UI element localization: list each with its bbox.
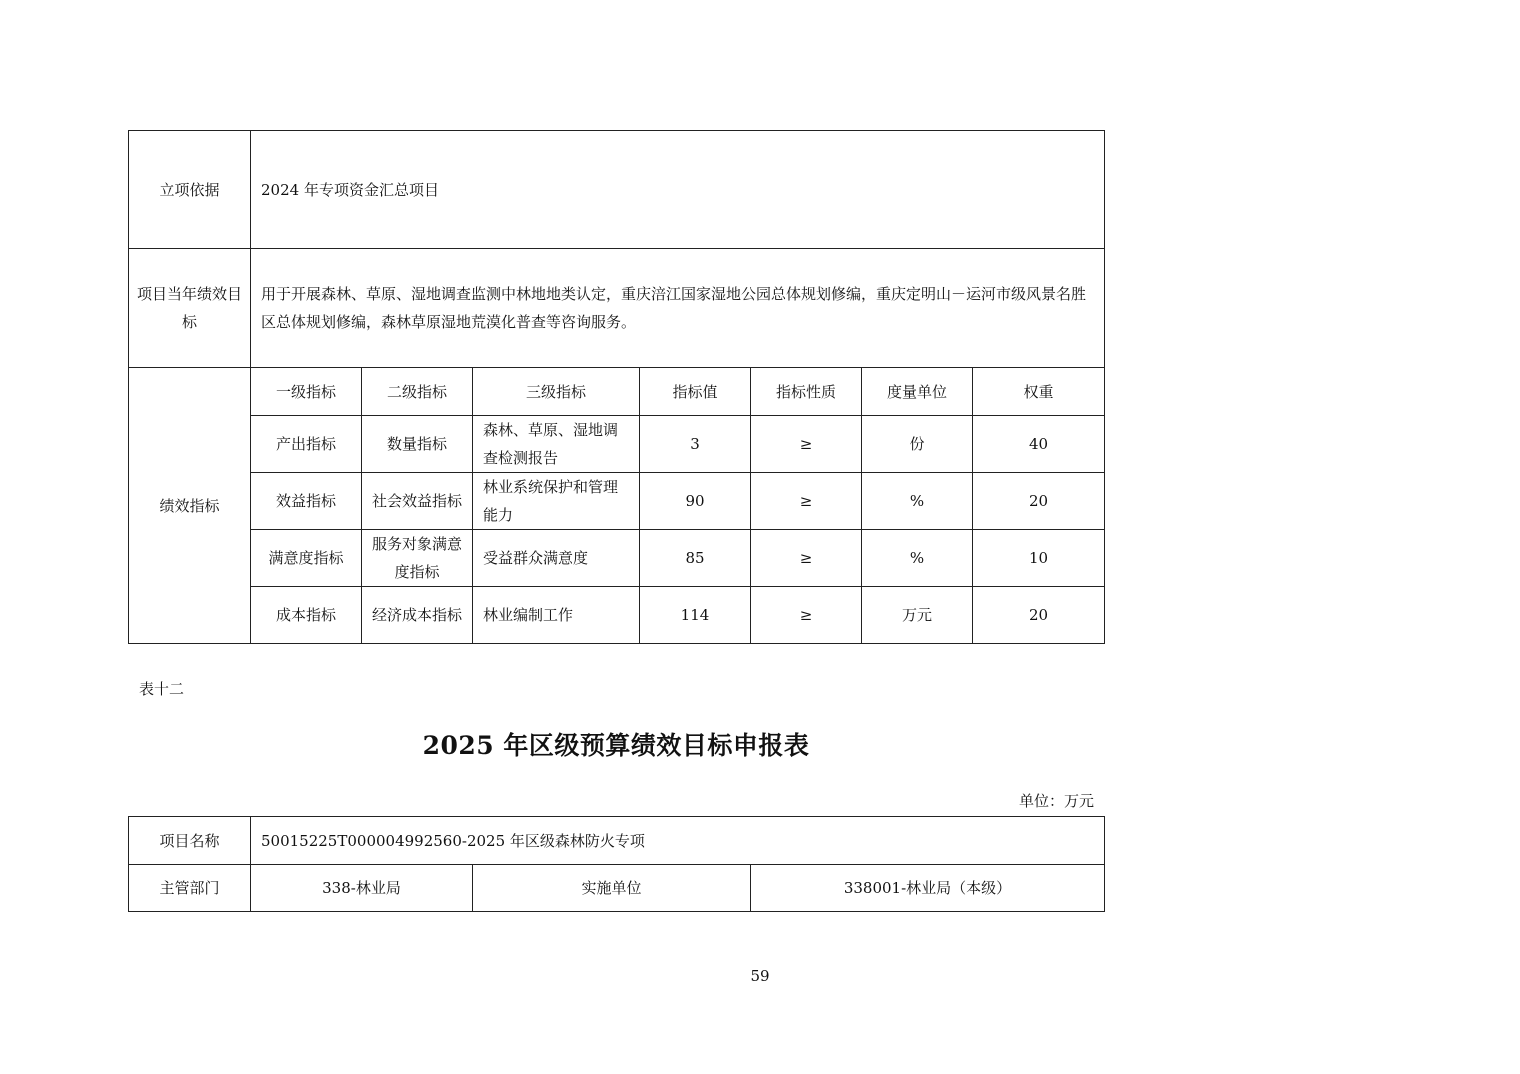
project-name-value: 50015225T000004992560-2025 年区级森林防火专项 (251, 817, 1105, 865)
unit-cell: % (862, 473, 973, 530)
table-row (129, 473, 1105, 530)
header-value: 指标值 (640, 368, 751, 416)
level3-cell: 林业编制工作 (473, 587, 640, 644)
level3-cell: 林业系统保护和管理能力 (473, 473, 640, 530)
goal-row (129, 249, 1105, 368)
impl-value: 338001-林业局（本级） (751, 865, 1105, 912)
weight-cell: 20 (973, 587, 1105, 644)
header-nature: 指标性质 (751, 368, 862, 416)
goal-label: 项目当年绩效目标 (129, 249, 251, 368)
header-level1: 一级指标 (251, 368, 362, 416)
level1-cell: 产出指标 (251, 416, 362, 473)
nature-cell: ≥ (751, 587, 862, 644)
level2-cell: 社会效益指标 (362, 473, 473, 530)
level2-cell: 经济成本指标 (362, 587, 473, 644)
header-level3: 三级指标 (473, 368, 640, 416)
indicator-label: 绩效指标 (129, 368, 251, 644)
level1-cell: 满意度指标 (251, 530, 362, 587)
page-number: 59 (750, 967, 770, 985)
goal-value: 用于开展森林、草原、湿地调查监测中林地地类认定，重庆涪江国家湿地公园总体规划修编，重庆定明山－运河市级风景名胜区总体规划修编，森林草原湿地荒漠化普查等咨询服务。 (251, 249, 1105, 368)
dept-label: 主管部门 (129, 865, 251, 912)
nature-cell: ≥ (751, 473, 862, 530)
value-cell: 114 (640, 587, 751, 644)
project-name-label: 项目名称 (129, 817, 251, 865)
performance-target-table (128, 130, 1105, 644)
level2-cell: 服务对象满意度指标 (362, 530, 473, 587)
unit-cell: % (862, 530, 973, 587)
basis-label: 立项依据 (129, 131, 251, 249)
nature-cell: ≥ (751, 530, 862, 587)
indicator-header-row (129, 368, 1105, 416)
header-weight: 权重 (973, 368, 1105, 416)
level1-cell: 成本指标 (251, 587, 362, 644)
table-row (129, 530, 1105, 587)
unit-cell: 份 (862, 416, 973, 473)
value-cell: 90 (640, 473, 751, 530)
impl-label: 实施单位 (473, 865, 751, 912)
department-row (129, 865, 1105, 912)
weight-cell: 20 (973, 473, 1105, 530)
project-info-table (128, 816, 1105, 912)
table-number-label: 表十二 (139, 680, 185, 698)
weight-cell: 40 (973, 416, 1105, 473)
dept-value: 338-林业局 (251, 865, 473, 912)
table-row (129, 416, 1105, 473)
value-cell: 85 (640, 530, 751, 587)
weight-cell: 10 (973, 530, 1105, 587)
level2-cell: 数量指标 (362, 416, 473, 473)
nature-cell: ≥ (751, 416, 862, 473)
unit-label: 单位：万元 (1018, 792, 1094, 810)
level1-cell: 效益指标 (251, 473, 362, 530)
project-name-row (129, 817, 1105, 865)
header-level2: 二级指标 (362, 368, 473, 416)
level3-cell: 森林、草原、湿地调查检测报告 (473, 416, 640, 473)
level3-cell: 受益群众满意度 (473, 530, 640, 587)
basis-row (129, 131, 1105, 249)
header-unit: 度量单位 (862, 368, 973, 416)
form-title: 2025 年区级预算绩效目标申报表 (422, 731, 810, 760)
unit-cell: 万元 (862, 587, 973, 644)
table-row (129, 587, 1105, 644)
value-cell: 3 (640, 416, 751, 473)
basis-value: 2024 年专项资金汇总项目 (251, 131, 1105, 249)
